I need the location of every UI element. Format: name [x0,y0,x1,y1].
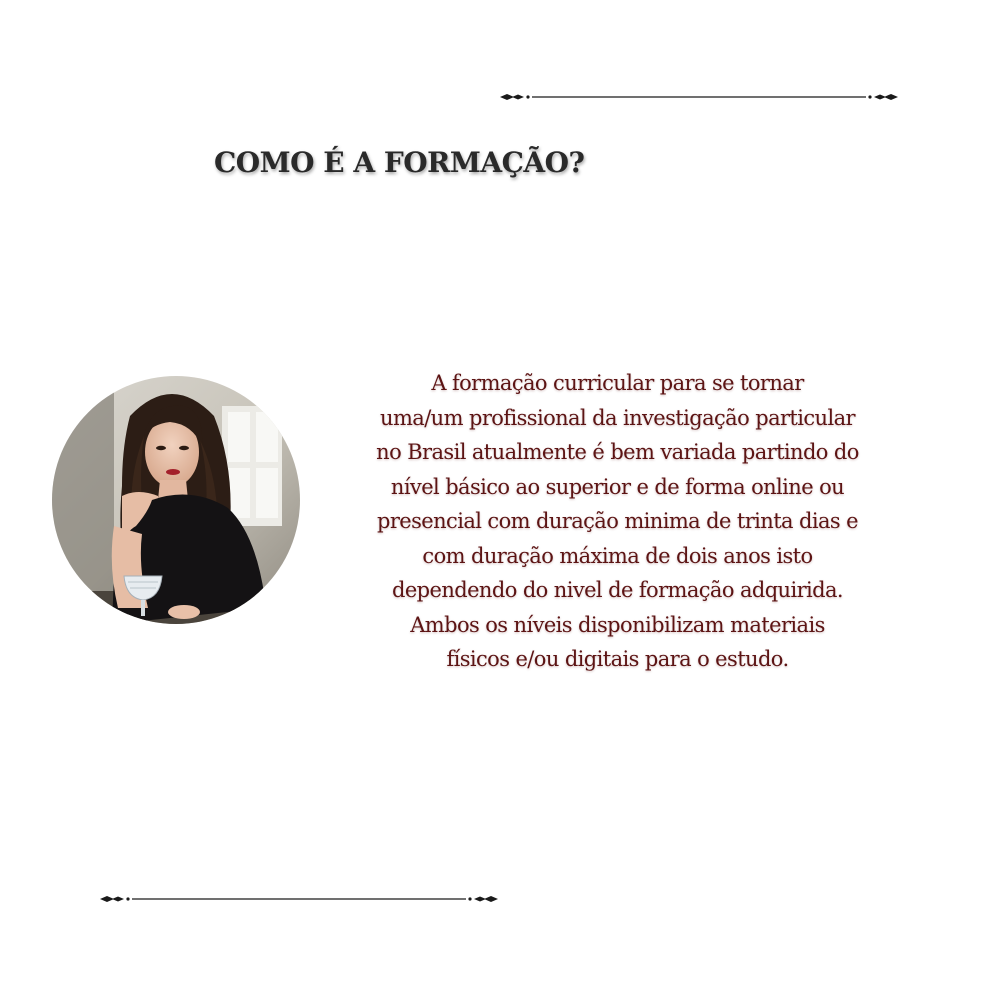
woman-portrait-icon [52,376,300,624]
ornamental-line-icon [498,91,900,103]
portrait-photo [52,376,300,624]
paragraph-line: Ambos os níveis disponibilizam materiais [410,612,825,637]
paragraph-line: com duração máxima de dois anos isto [422,543,813,568]
paragraph-line: uma/um profissional da investigação particular [380,405,855,430]
page-title: COMO É A FORMAÇÃO? [214,146,585,179]
paragraph-line: presencial com duração minima de trinta dias e [377,509,858,533]
description-paragraph [340,366,895,677]
paragraph-line: dependendo do nivel de formação adquirida. [392,578,843,602]
top-ornamental-divider [498,91,900,103]
paragraph-line: nível básico ao superior e de forma online ou [390,474,845,499]
paragraph-line: no Brasil atualmente é bem variada partindo do [376,440,859,464]
paragraph-line: físicos e/ou digitais para o estudo. [446,647,789,671]
bottom-ornamental-divider [98,893,500,905]
paragraph-line: A formação curricular para se tornar [431,371,804,395]
ornamental-line-icon [98,893,500,905]
